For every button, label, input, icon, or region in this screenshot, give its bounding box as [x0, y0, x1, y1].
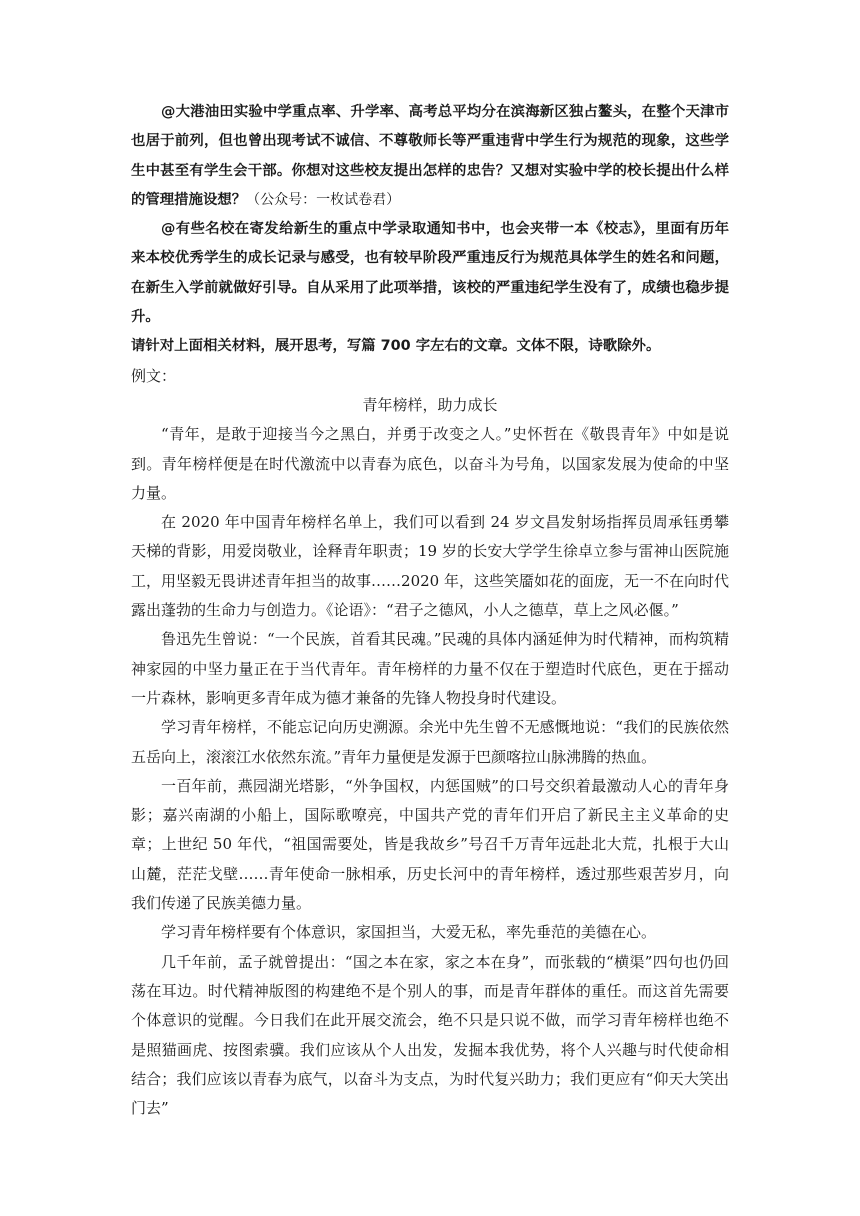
- essay-paragraph: 鲁迅先生曾说：“一个民族，首看其民魂。”民魂的具体内涵延伸为时代精神，而构筑精神家园的中坚力量正在于当代青年。青年榜样的力量不仅在于塑造时代底色，更在于摇动一片森林，影响更多青年成为德才兼备的先锋人物投身时代建设。: [131, 630, 729, 707]
- example-label: 例文：: [131, 366, 177, 385]
- essay-paragraph: 几千年前，孟子就曾提出：“国之本在家，家之本在身”，而张载的“横渠”四句也仍回荡在耳边。时代精神版图的构建绝不是个别人的事，而是青年群体的重任。而这首先需要个体意识的觉醒。今日我们在此开展交流会，绝不只是只说不做，而学习青年榜样也绝不是照猫画虎、按图索骥。我们应该从个人出发，发掘本我优势，将个人兴趣与时代使命相结合；我们应该以青春为底气，以奋斗为支点，为时代复兴助力；我们更应有“仰天大笑出门去”: [131, 952, 729, 1118]
- essay-paragraph: 一百年前，燕园湖光塔影，“外争国权，内惩国贼”的口号交织着最激动人心的青年身影；嘉兴南湖的小船上，国际歌嘹亮，中国共产党的青年们开启了新民主主义革命的史章；上世纪 50 年代，“祖国需要处，皆是我故乡”号召千万青年远赴北大荒，扎根于大山山麓，茫茫戈壁……青年使命一脉相承，历史长河中的青年榜样，透过那些艰苦岁月，向我们传递了民族美德力量。: [131, 776, 729, 913]
- essay-paragraph: 学习青年榜样要有个体意识，家国担当，大爱无私，率先垂范的美德在心。: [161, 923, 657, 942]
- writing-instruction: 请针对上面相关材料，展开思考，写篇 700 字左右的文章。文体不限，诗歌除外。: [131, 338, 661, 355]
- material-paragraph-2: @有些名校在寄发给新生的重点中学录取通知书中，也会夹带一本《校志》，里面有历年来本校优秀学生的成长记录与感受，也有较早阶段严重违反行为规范具体学生的姓名和问题，在新生入学前就做好引导。自从采用了此项举措，该校的严重违纪学生没有了，成绩也稳步提升。: [131, 221, 729, 326]
- essay-paragraph: 学习青年榜样，不能忘记向历史溯源。余光中先生曾不无感慨地说：“我们的民族依然五岳向上，滚滚江水依然东流。”青年力量便是发源于巴颜喀拉山脉沸腾的热血。: [131, 718, 729, 766]
- material-paragraph-1-text: @大港油田实验中学重点率、升学率、高考总平均分在滨海新区独占鳌头，在整个天津市也居于前列，但也曾出现考试不诚信、不尊敬师长等严重违背中学生行为规范的现象，这些学生中甚至有学生会干部。你想对这些校友提出怎样的忠告？又想对实验中学的校长提出什么样的管理措施设想？: [131, 104, 729, 208]
- material-paragraph-1: [131, 98, 729, 215]
- essay-paragraph: “青年，是敢于迎接当今之黑白，并勇于改变之人。”史怀哲在《敬畏青年》中如是说到。青年榜样便是在时代激流中以青春为底色，以奋斗为号角，以国家发展为使命的中坚力量。: [131, 425, 729, 502]
- document-page: [131, 98, 729, 1123]
- source-note: （公众号：一枚试卷君）: [246, 191, 401, 208]
- essay-title: 青年榜样，助力成长: [362, 395, 498, 414]
- essay-paragraph: 在 2020 年中国青年榜样名单上，我们可以看到 24 岁文昌发射场指挥员周承钰勇攀天梯的背影，用爱岗敬业，诠释青年职责；19 岁的长安大学学生徐卓立参与雷神山医院施工，用坚毅无畏讲述青年担当的故事……2020 年，这些笑靥如花的面庞，无一不在向时代露出蓬勃的生命力与创造力。《论语》：“君子之德风，小人之德草，草上之风必偃。”: [131, 513, 729, 620]
